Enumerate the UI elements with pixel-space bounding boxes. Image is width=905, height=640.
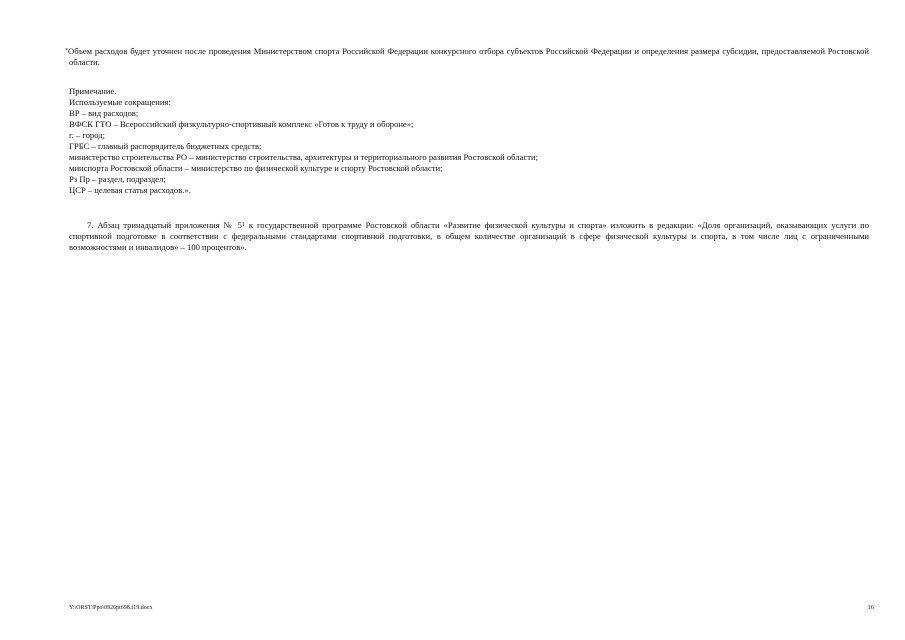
footnote-marker: * [65,48,68,54]
notes-block [69,86,869,196]
footnote-text: Объем расходов будет уточнен после проведения Министерством спорта Российской Федерации конкурсного отбора субъектов Российской Федерации и определения размера субсидии, предоставляемой Ростовской области. [68,46,869,67]
paragraph-7-superscript: 1 [241,222,245,228]
paragraph-7-before: 7. Абзац тринадцатый приложения № 5 [87,220,242,230]
amendment-paragraph-7 [69,220,869,253]
abbreviation-item: г. – город; [69,130,106,140]
footer-file-path: Y:\ORST\Ppo\0926pt698.f19.docx [69,605,153,611]
abbreviation-item: Рз Пр – раздел, подраздел; [69,174,166,184]
page-number: 16 [867,604,874,611]
footnote-paragraph [65,46,869,68]
paragraph-7-after: к государственной программе Ростовской области «Развитие физической культуры и спорта» изложить в редакции: «Доля организаций, оказывающих услуги по спортивной подготовке в соответствии с федеральными стандартами спортивной подготовки, в общем количестве организаций в сфере физической культуры и спорта, в том числе лиц с ограниченными возможностями и инвалидов» – 100 процентов». [69,220,869,252]
abbreviation-item: ВР – вид расходов; [69,108,139,118]
abbreviation-item: министерство строительства РО – министерство строительства, архитектуры и территориального развития Ростовской области; [69,152,538,162]
abbreviation-item: минспорта Ростовской области – министерство по физической культуре и спорту Ростовской области; [69,163,443,173]
notes-subtitle: Используемые сокращения: [69,97,171,107]
abbreviation-item: ВФСК ГТО – Всероссийский физкультурно-спортивный комплекс «Готов к труду и обороне»; [69,119,414,129]
abbreviation-item: ГРБС – главный распорядитель бюджетных средств; [69,141,262,151]
abbreviation-item: ЦСР – целевая статья расходов.». [69,185,191,195]
notes-title: Примечание. [69,86,117,96]
